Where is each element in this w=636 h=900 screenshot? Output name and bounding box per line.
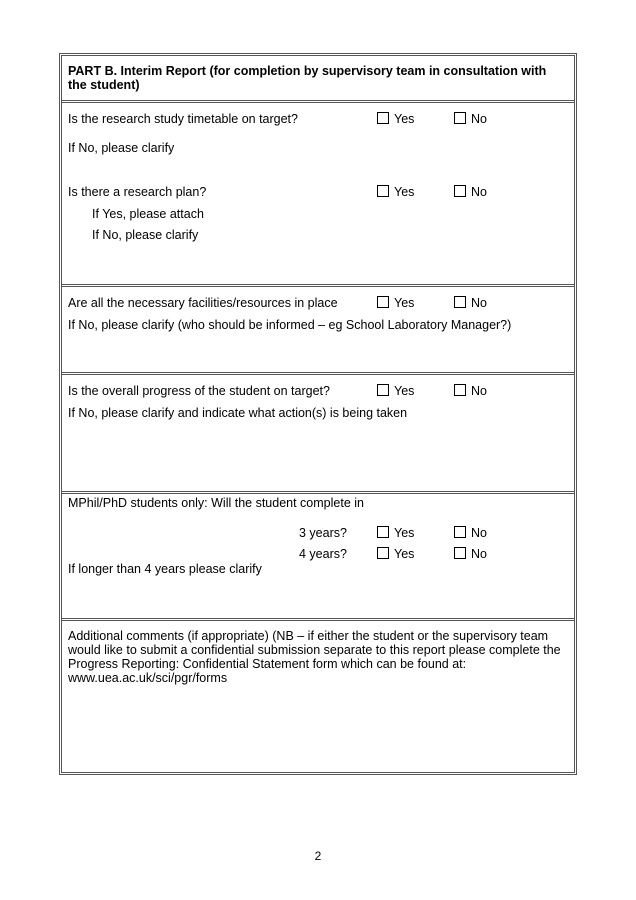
timetable-no-checkbox[interactable] bbox=[454, 112, 466, 124]
section-additional-comments bbox=[62, 621, 574, 772]
three-years-label: 3 years? bbox=[299, 526, 347, 540]
four-years-no-checkbox[interactable] bbox=[454, 547, 466, 559]
research-plan-clarify-label: If No, please clarify bbox=[92, 228, 199, 242]
facilities-no-checkbox[interactable] bbox=[454, 296, 466, 308]
four-years-yes-label: Yes bbox=[394, 547, 415, 561]
research-plan-attach-label: If Yes, please attach bbox=[92, 207, 204, 221]
progress-no-label: No bbox=[471, 384, 487, 398]
progress-question: Is the overall progress of the student on target? bbox=[68, 384, 330, 398]
form-header bbox=[62, 56, 574, 103]
timetable-yes-label: Yes bbox=[394, 112, 415, 126]
section-timetable-plan bbox=[62, 103, 574, 287]
timetable-no-label: No bbox=[471, 112, 487, 126]
section-progress bbox=[62, 375, 574, 494]
three-years-no-label: No bbox=[471, 526, 487, 540]
completion-question: MPhil/PhD students only: Will the student complete in bbox=[68, 496, 364, 510]
four-years-yes-checkbox[interactable] bbox=[377, 547, 389, 559]
four-years-no-label: No bbox=[471, 547, 487, 561]
additional-comments-text: Additional comments (if appropriate) (NB – if either the student or the supervisory team would like to submit a confidential submission separate to this report please complete the Progress Reporting: Confidential Statement form which can be found at: www.uea.ac.uk/sci/pgr/forms bbox=[68, 629, 561, 685]
facilities-question: Are all the necessary facilities/resources in place bbox=[68, 296, 338, 310]
section-facilities bbox=[62, 287, 574, 375]
timetable-question: Is the research study timetable on target? bbox=[68, 112, 298, 126]
research-plan-yes-label: Yes bbox=[394, 185, 415, 199]
facilities-no-label: No bbox=[471, 296, 487, 310]
three-years-no-checkbox[interactable] bbox=[454, 526, 466, 538]
progress-no-checkbox[interactable] bbox=[454, 384, 466, 396]
three-years-yes-label: Yes bbox=[394, 526, 415, 540]
facilities-yes-label: Yes bbox=[394, 296, 415, 310]
progress-yes-label: Yes bbox=[394, 384, 415, 398]
progress-yes-checkbox[interactable] bbox=[377, 384, 389, 396]
facilities-clarify-label: If No, please clarify (who should be informed – eg School Laboratory Manager?) bbox=[68, 318, 512, 332]
interim-report-form bbox=[59, 53, 577, 775]
research-plan-question: Is there a research plan? bbox=[68, 185, 207, 199]
facilities-yes-checkbox[interactable] bbox=[377, 296, 389, 308]
timetable-yes-checkbox[interactable] bbox=[377, 112, 389, 124]
research-plan-yes-checkbox[interactable] bbox=[377, 185, 389, 197]
completion-clarify-label: If longer than 4 years please clarify bbox=[68, 562, 262, 576]
timetable-clarify-label: If No, please clarify bbox=[68, 141, 175, 155]
four-years-label: 4 years? bbox=[299, 547, 347, 561]
research-plan-no-checkbox[interactable] bbox=[454, 185, 466, 197]
progress-clarify-label: If No, please clarify and indicate what action(s) is being taken bbox=[68, 406, 408, 420]
form-header-title: PART B. Interim Report (for completion by supervisory team in consultation with the student) bbox=[68, 64, 547, 92]
research-plan-no-label: No bbox=[471, 185, 487, 199]
section-completion bbox=[62, 494, 574, 621]
three-years-yes-checkbox[interactable] bbox=[377, 526, 389, 538]
page-number: 2 bbox=[314, 849, 322, 863]
